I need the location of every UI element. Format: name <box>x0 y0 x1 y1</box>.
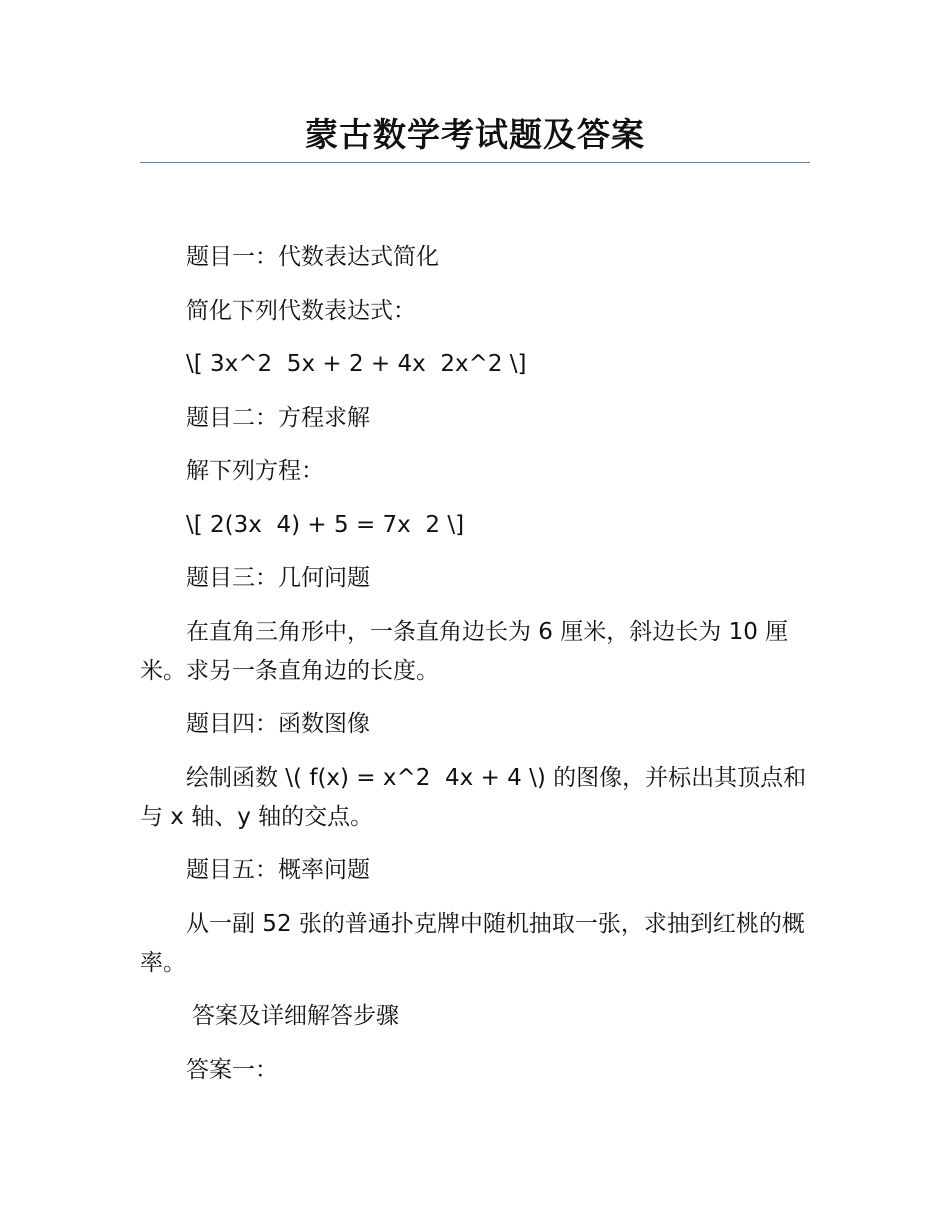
page-title: 蒙古数学考试题及答案 <box>305 115 645 154</box>
answer-heading-1: 答案一： <box>186 1056 278 1083</box>
question-expression-1: \[ 3x^2 5x + 2 + 4x 2x^2 \] <box>186 351 527 377</box>
answers-section-heading: 答案及详细解答步骤 <box>192 1003 399 1029</box>
question-heading-3: 题目三：几何问题 <box>186 565 370 591</box>
question-heading-5: 题目五：概率问题 <box>186 857 370 883</box>
question-prompt-2: 解下列方程： <box>186 458 324 484</box>
question-equation-2: \[ 2(3x 4) + 5 = 7x 2 \] <box>186 511 465 538</box>
question-heading-4: 题目四：函数图像 <box>186 711 370 737</box>
title-divider <box>140 162 810 163</box>
question-body-4: 绘制函数 \( f(x) = x^2 4x + 4 \) 的图像，并标出其顶点和与 x 轴、y 轴的交点。 <box>140 764 807 830</box>
question-prompt-1: 简化下列代数表达式： <box>186 297 416 324</box>
question-heading-2: 题目二：方程求解 <box>186 404 370 431</box>
question-body-3: 在直角三角形中，一条直角边长为 6 厘米，斜边长为 10 厘米。求另一条直角边的长度。 <box>140 618 789 684</box>
question-body-5: 从一副 52 张的普通扑克牌中随机抽取一张，求抽到红桃的概率。 <box>140 910 805 976</box>
document-body <box>140 238 810 1104</box>
question-heading-1: 题目一：代数表达式简化 <box>186 244 439 270</box>
